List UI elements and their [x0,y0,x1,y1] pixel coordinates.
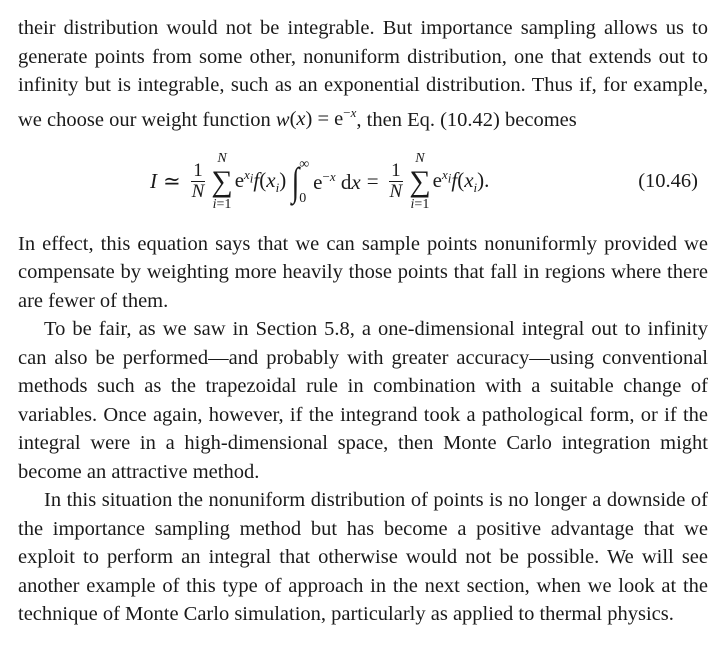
paragraph-1-end: , then Eq. (10.42) becomes [356,108,577,131]
equation-number: (10.46) [638,169,698,192]
eq-int-upper: ∞ [299,156,310,172]
eq-fraction-2 [388,161,405,202]
eq-integral [290,157,309,207]
eq-sum-1-top: N [217,150,227,166]
sigma-icon: ∑ [211,164,233,198]
eq-sum-1 [211,151,232,213]
paragraph-3: To be fair, as we saw in Section 5.8, a one-dimensional integral out to infinity can also be performed—and probably with greater accuracy—using conventional methods such as the trapezoidal rule in combination with a suitable change of variables. Once again, however, if the integrand took a pathological form, or if the integral were in a high-dimensional space, then Monte Carlo integration might become an attractive method. [18,318,708,483]
eq-term-1: $e^{x_i}f(x_i)$ [234,167,287,196]
eq-frac-den-1: N [191,181,205,203]
weight-function-math: w [275,108,290,131]
paragraph-2: In effect, this equation says that we can sample points nonuniformly provided we compensate by weighting more heavily those points that fall in regions where there are fewer of them. [18,232,708,312]
paragraph-1-text: their distribution would not be integrable. But importance sampling allows us to generate points from some other, nonuniform distribution, one that extends out to infinity but is integrable, such as an exponential distribution. Thus if, for example, we choose our weight function [18,17,708,131]
equation-body [150,150,489,214]
equation-10-46 [18,136,708,226]
paragraph-4: In this situation the nonuniform distribution of points is no longer a downside of the importance sampling method but has become a positive advantage that we exploit to perform an integral that otherwise would not be possible. We will see another example of this type of approach in the next section, when we look at the technique of Monte Carlo simulation, particularly as applied to thermal physics. [18,489,708,626]
integral-icon: ∫ [291,158,300,204]
eq-lhs: I [150,169,157,194]
eq-frac-num-1: 1 [193,160,203,182]
eq-sum-2-top: N [415,150,425,166]
eq-integral-limits [299,157,309,207]
eq-int-lower: 0 [299,190,307,206]
paragraph-1 [18,14,708,134]
eq-approx: ≃ [163,169,181,194]
eq-sum-2 [409,151,430,213]
eq-sum-1-bottom: i=1 [212,196,232,212]
page [18,14,708,629]
sigma-icon: ∑ [409,164,431,198]
eq-frac-num-2: 1 [391,160,401,182]
eq-fraction-1 [190,161,207,202]
eq-frac-den-2: N [389,181,403,203]
eq-sum-2-bottom: i=1 [410,196,430,212]
eq-term-2: $e^{x_i}f(x_i)$. [432,167,490,196]
weight-function-rest: $(x) = e^{-x}$ [289,105,357,131]
eq-equals: = [366,169,379,194]
eq-integrand: $e^{-x}$ dx [313,168,361,194]
